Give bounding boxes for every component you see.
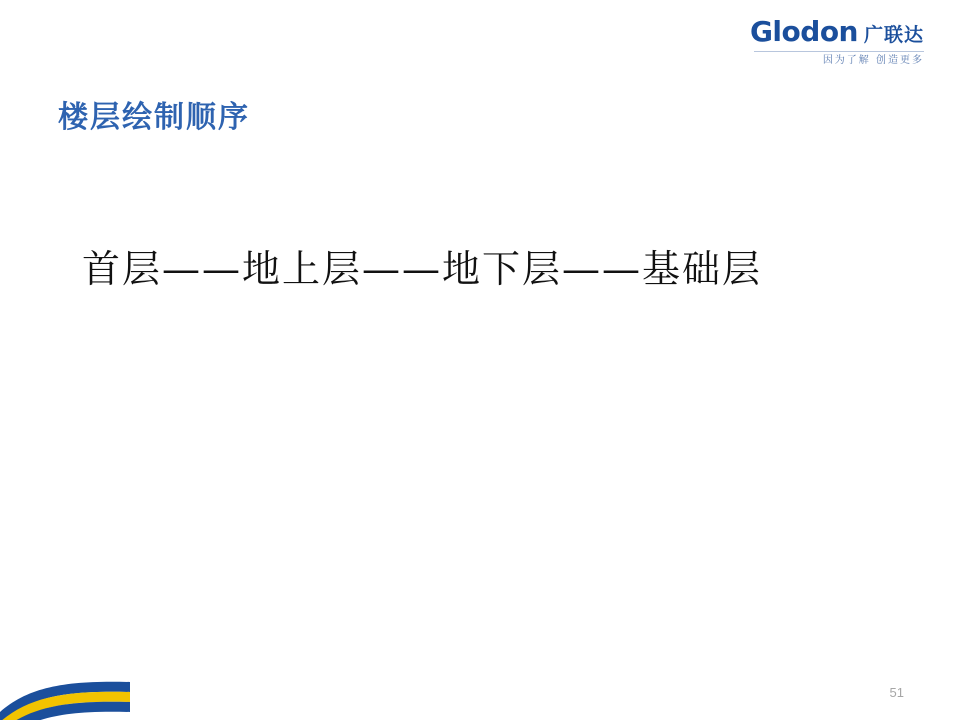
logo-divider [754,51,924,52]
logo-tagline: 因为了解 创造更多 [822,55,924,66]
brand-logo [749,15,924,66]
page-title: 楼层绘制顺序 [58,100,250,135]
corner-swoosh-decoration [0,630,210,720]
logo-chinese-text: 广联达 [863,24,924,46]
logo-latin-text: Glodon [749,15,858,48]
page-number: 51 [889,685,904,700]
body-text: 首层——地上层——地下层——基础层 [82,247,763,291]
